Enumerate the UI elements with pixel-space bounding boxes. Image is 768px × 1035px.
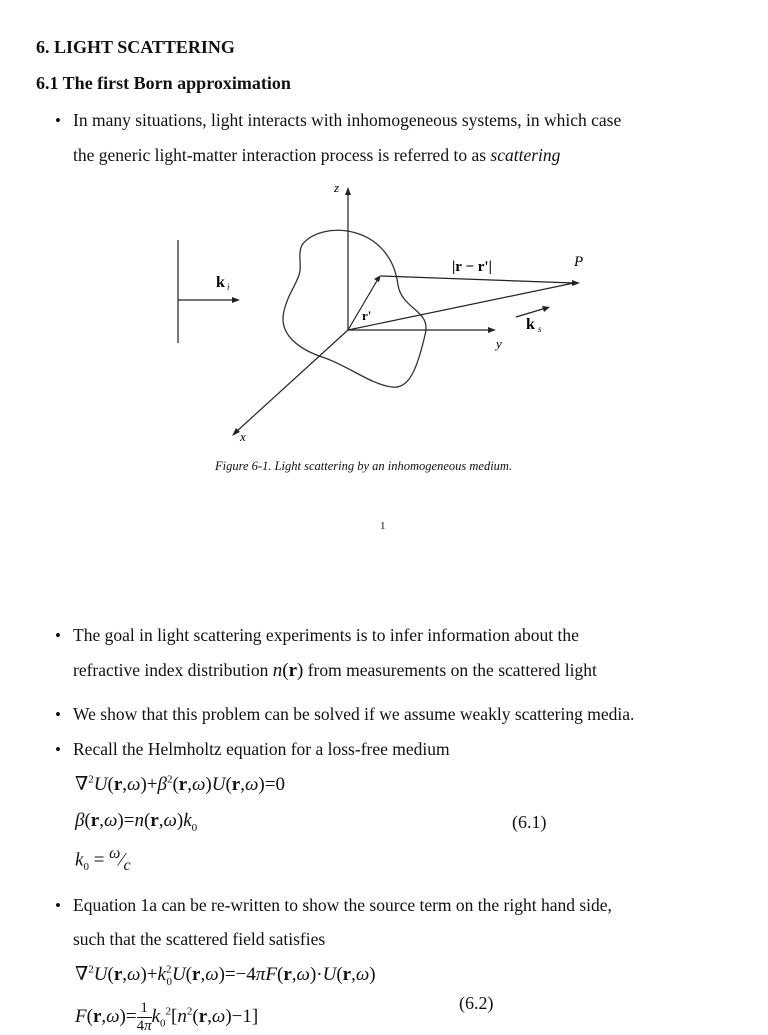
r-prime-arrowhead xyxy=(374,275,381,282)
scattering-figure xyxy=(160,175,600,455)
scattered-field-equation: $\nabla^2U(r,\omega)+k^2_0U(r,\omega)=-4\pi F(r,\omega)\cdot U(r,\omega)$ xyxy=(75,963,376,988)
helmholtz-equation: $\nabla^2U(r,\omega)+\beta^2(r,\omega)U(r,\omega)=0$ xyxy=(75,773,285,795)
label-ks: k xyxy=(526,316,535,333)
page-number: 1 xyxy=(380,520,386,532)
r-vector xyxy=(348,283,574,330)
bullet-5-line-2: such that the scattered field satisfies xyxy=(73,929,326,949)
bullet-paragraph-2 xyxy=(73,617,731,653)
bullet-5-line-1: Equation 1a can be re-written to show the source term on the right hand side, xyxy=(73,895,612,915)
label-r-prime: r' xyxy=(362,308,372,323)
y-axis-arrowhead xyxy=(488,327,496,333)
bullet-marker: • xyxy=(55,111,61,130)
label-r-diff: |r − r'| xyxy=(452,259,492,275)
equation-number-6-2: (6.2) xyxy=(459,993,494,1013)
bullet-2-line-1: The goal in light scattering experiments is to infer information about the xyxy=(73,625,579,645)
x-axis xyxy=(236,330,348,432)
scattered-arrowhead xyxy=(542,306,550,312)
bullet-4: Recall the Helmholtz equation for a loss-free medium xyxy=(73,739,450,759)
bullet-marker: • xyxy=(55,740,61,759)
bullet-2-line-2 xyxy=(73,660,597,682)
beta-definition-equation: $\beta(r,\omega)=n(r,\omega)k_0$ xyxy=(75,810,198,834)
equation-number-6-1: (6.1) xyxy=(512,812,547,832)
bullet-2-line-2-end: from measurements on the scattered light xyxy=(303,660,597,680)
label-ki-sub: i xyxy=(227,282,230,292)
r-minus-r-prime-vector xyxy=(381,276,574,283)
bullet-marker: • xyxy=(55,896,61,915)
bullet-3: We show that this problem can be solved if we assume weakly scattering media. xyxy=(73,704,635,724)
incident-arrowhead xyxy=(232,297,240,303)
label-ks-sub: s xyxy=(538,324,542,334)
figure-caption: Figure 6-1. Light scattering by an inhomogeneous medium. xyxy=(215,459,513,473)
label-z: z xyxy=(334,180,340,195)
section-title: 6. LIGHT SCATTERING xyxy=(36,37,235,57)
bullet-paragraph-5 xyxy=(73,887,731,923)
bullet-1-line-1: In many situations, light interacts with inhomogeneous systems, in which case xyxy=(73,110,622,130)
bullet-1-line-2 xyxy=(73,145,560,166)
math-n-of-r: n(r) xyxy=(272,660,304,681)
term-scattering: scattering xyxy=(490,145,561,165)
bullet-marker: • xyxy=(55,705,61,724)
label-ki: k xyxy=(216,274,225,291)
bullet-1-line-2-text: the generic light-matter interaction process is referred to as xyxy=(73,145,491,165)
section-subtitle: 6.1 The first Born approximation xyxy=(36,73,291,93)
label-x: x xyxy=(240,429,246,444)
bullet-paragraph-1 xyxy=(73,102,731,138)
scattering-potential-equation: F(r,ω)= $\frac{1}{4\pi}$ $k_0^2[n^2(r,\omega)-1]$ xyxy=(75,1000,259,1034)
z-axis-arrowhead xyxy=(345,187,351,195)
inhomogeneous-medium xyxy=(283,230,426,387)
k0-definition-equation: $k_0$ = $^\omega⁄_c$ xyxy=(75,845,131,875)
label-y: y xyxy=(496,336,502,351)
bullet-marker: • xyxy=(55,626,61,645)
label-P: P xyxy=(574,254,584,270)
bullet-2-line-2-text: refractive index distribution xyxy=(73,660,273,680)
